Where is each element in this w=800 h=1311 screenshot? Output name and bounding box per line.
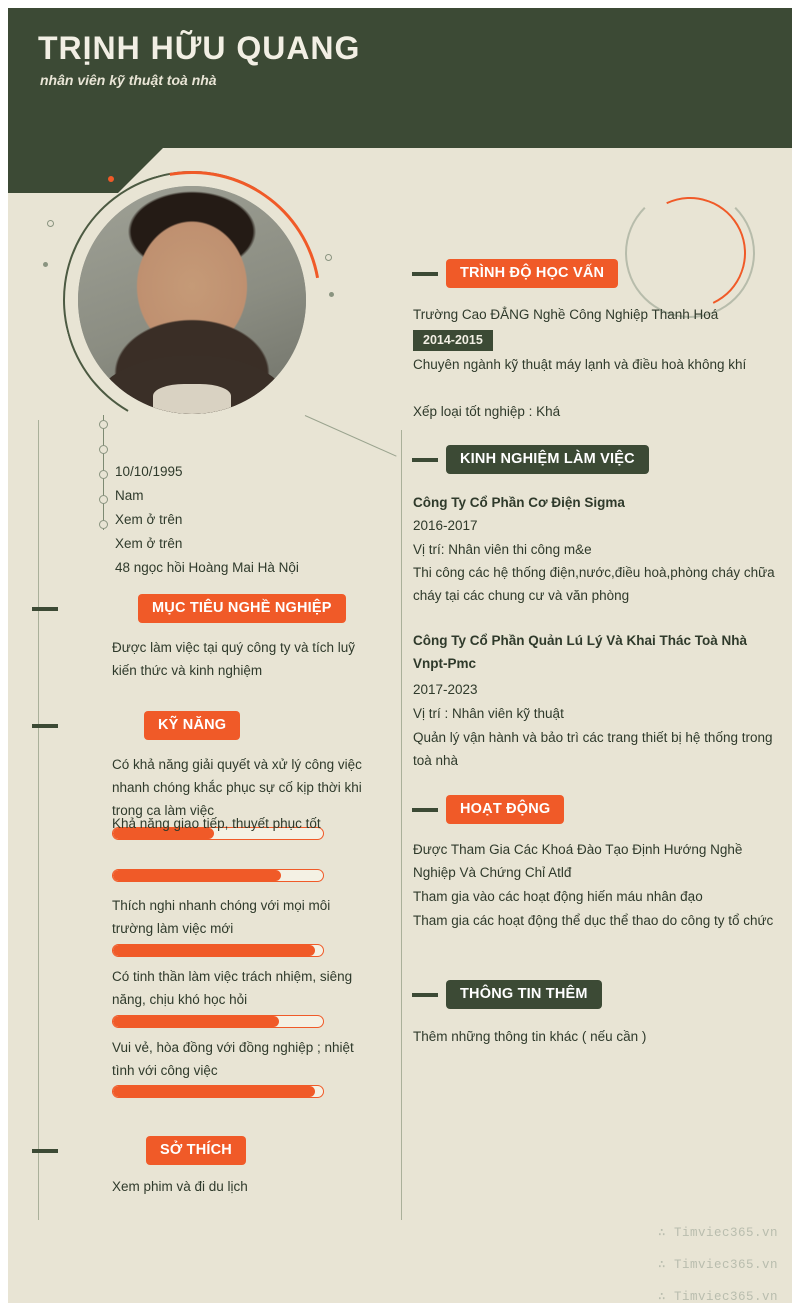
header-role: nhân viên kỹ thuật toà nhà <box>40 72 217 88</box>
section-bar <box>32 1149 58 1153</box>
experience-position: Vị trí: Nhân viên thi công m&e <box>413 542 592 557</box>
section-bar <box>412 993 438 997</box>
section-activities-label: HOẠT ĐỘNG <box>446 795 564 824</box>
decor-dot-icon <box>47 220 54 227</box>
watermark: ∴ Timviec365.vn <box>657 1290 778 1304</box>
skill-bar-fill <box>113 870 281 881</box>
avatar <box>75 183 309 417</box>
objective-text: Được làm việc tại quý công ty và tích luỹ kiến thức và kinh nghiệm <box>112 640 355 678</box>
page-title: TRỊNH HỮU QUANG <box>38 30 361 66</box>
education-grade: Xếp loại tốt nghiệp : Khá <box>413 404 561 419</box>
skill-bar-fill <box>113 1086 315 1097</box>
skill-label: Có khả năng giải quyết và xử lý công việc nhanh chóng khắc phục sự cố kịp thời khi trong ca làm việc <box>112 757 362 818</box>
section-objective <box>32 594 346 623</box>
section-education <box>412 259 618 288</box>
footer-strip <box>0 1303 800 1311</box>
section-objective-label: MỤC TIÊU NGHỀ NGHIỆP <box>138 594 346 623</box>
experience-company: Công Ty Cổ Phần Quản Lú Lý Và Khai Thác Toà Nhà Vnpt-Pmc <box>413 633 748 671</box>
section-bar <box>32 724 58 728</box>
education-major: Chuyên ngành kỹ thuật máy lạnh và điều hoà không khí <box>413 357 747 372</box>
section-activities <box>412 795 564 824</box>
column-divider <box>401 430 402 1220</box>
personal-line3: Xem ở trên <box>115 512 183 527</box>
timeline-dot-icon <box>99 470 108 479</box>
avatar-shirt <box>153 384 231 414</box>
skill-label: Thích nghi nhanh chóng với mọi môi trường làm việc mới <box>112 898 331 936</box>
personal-birthday: 10/10/1995 <box>115 464 183 479</box>
decor-dot-icon <box>329 292 334 297</box>
activity-item: Tham gia các hoạt động thể dục thể thao do công ty tổ chức <box>413 913 774 928</box>
timeline-dot-icon <box>99 520 108 529</box>
personal-gender: Nam <box>115 488 144 503</box>
personal-line4: Xem ở trên <box>115 536 183 551</box>
experience-years: 2016-2017 <box>413 518 478 533</box>
experience-description: Thi công các hệ thống điện,nước,điều hoà,phòng cháy chữa cháy tại các chung cư và văn phòng <box>413 565 775 603</box>
experience-position: Vị trí : Nhân viên kỹ thuật <box>413 706 564 721</box>
section-bar <box>32 607 58 611</box>
timeline-dot-icon <box>99 445 108 454</box>
activity-item: Được Tham Gia Các Khoá Đào Tạo Định Hướng Nghề Nghiệp Và Chứng Chỉ Atlđ <box>413 842 743 880</box>
section-skills-label: KỸ NĂNG <box>144 711 240 740</box>
experience-years: 2017-2023 <box>413 682 478 697</box>
section-bar <box>412 808 438 812</box>
timeline-dot-icon <box>99 495 108 504</box>
education-school: Trường Cao ĐẲNG Nghề Công Nghiệp Thanh Hoá <box>413 307 719 322</box>
section-bar <box>412 458 438 462</box>
section-experience <box>412 445 649 474</box>
section-more-info-label: THÔNG TIN THÊM <box>446 980 602 1009</box>
skill-bar <box>112 869 324 882</box>
education-years-chip <box>413 330 493 351</box>
left-rail <box>38 420 39 1220</box>
decor-dot-icon <box>43 262 48 267</box>
more-info-text: Thêm những thông tin khác ( nếu cần ) <box>413 1029 647 1044</box>
hobbies-text: Xem phim và đi du lịch <box>112 1179 248 1194</box>
decor-dot-icon <box>325 254 332 261</box>
section-hobbies-label: SỞ THÍCH <box>146 1136 246 1165</box>
header-banner <box>8 8 792 148</box>
skill-label: Khả năng giao tiếp, thuyết phục tốt <box>112 816 321 831</box>
decor-dot-icon <box>108 176 114 182</box>
watermark: ∴ Timviec365.vn <box>657 1226 778 1240</box>
section-more-info <box>412 980 602 1009</box>
skill-label: Có tinh thần làm việc trách nhiệm, siêng năng, chịu khó học hỏi <box>112 969 353 1007</box>
personal-address: 48 ngọc hồi Hoàng Mai Hà Nội <box>115 560 299 575</box>
skill-bar <box>112 1015 324 1028</box>
section-skills <box>32 711 240 740</box>
section-experience-label: KINH NGHIỆM LÀM VIỆC <box>446 445 649 474</box>
skill-bar-fill <box>113 945 315 956</box>
watermark: ∴ Timviec365.vn <box>657 1258 778 1272</box>
section-education-label: TRÌNH ĐỘ HỌC VẤN <box>446 259 618 288</box>
skill-bar <box>112 944 324 957</box>
timeline-dot-icon <box>99 420 108 429</box>
skill-bar-fill <box>113 1016 279 1027</box>
activity-item: Tham gia vào các hoạt động hiến máu nhân đạo <box>413 889 703 904</box>
experience-company: Công Ty Cổ Phần Cơ Điện Sigma <box>413 495 625 510</box>
section-bar <box>412 272 438 276</box>
skill-label: Vui vẻ, hòa đồng với đồng nghiệp ; nhiệt tình với công việc <box>112 1040 354 1078</box>
section-hobbies <box>32 1136 246 1165</box>
experience-description: Quản lý vận hành và bảo trì các trang thiết bị hệ thống trong toà nhà <box>413 730 773 768</box>
education-years: 2014-2015 <box>413 330 493 351</box>
skill-bar <box>112 1085 324 1098</box>
